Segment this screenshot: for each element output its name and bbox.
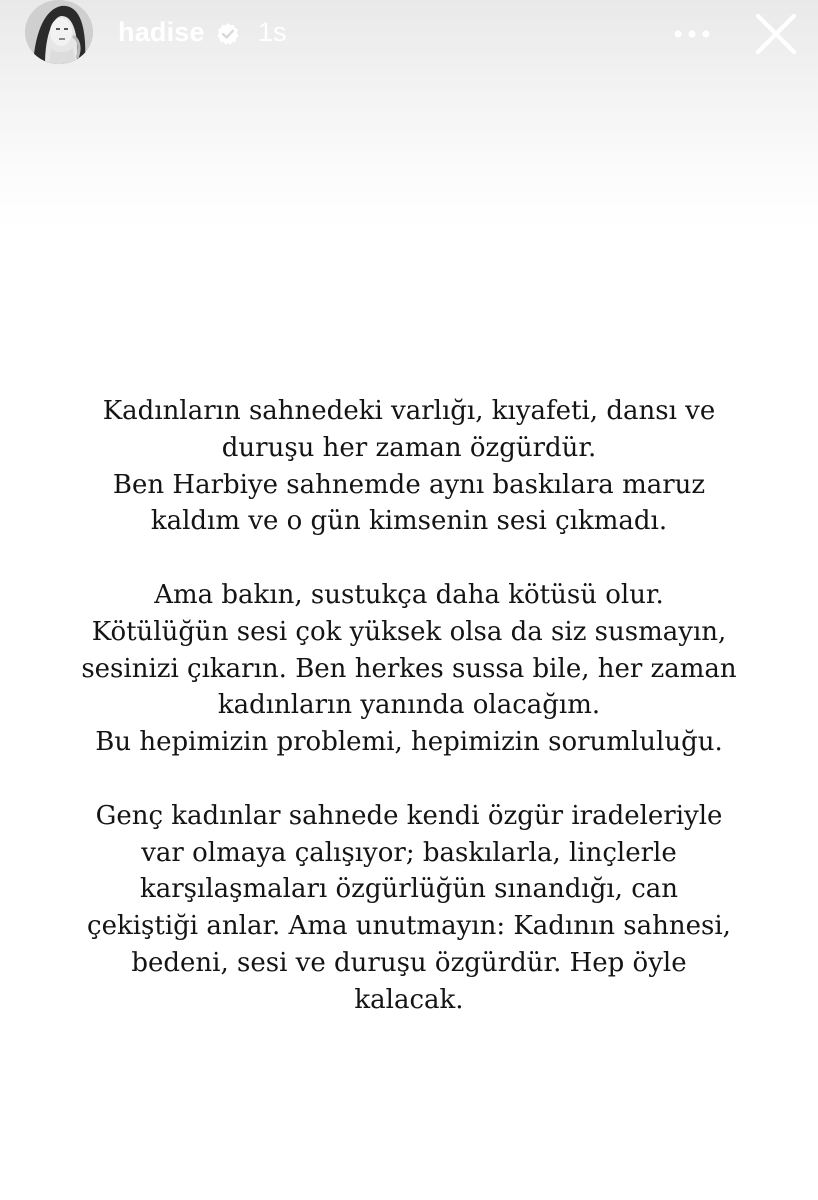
avatar[interactable] xyxy=(25,0,93,64)
close-x-icon xyxy=(752,12,800,56)
more-horizontal-icon xyxy=(670,20,714,48)
avatar-photo xyxy=(25,0,93,64)
story-timestamp: 1s xyxy=(258,17,287,47)
caption-line: karşılaşmaları özgürlüğün sınandığı, can xyxy=(139,874,678,905)
caption-paragraph xyxy=(60,393,758,540)
caption-line: çekiştiği anlar. Ama unutmayın: Kadının sahnesi, xyxy=(87,911,731,942)
caption-line: bedeni, sesi ve duruşu özgürdür. Hep öyle xyxy=(131,947,687,978)
verified-badge-icon xyxy=(216,22,240,46)
caption-line: Ama bakın, sustukça daha kötüsü olur. xyxy=(154,579,664,610)
caption-line: sesinizi çıkarın. Ben herkes sussa bile, her zaman xyxy=(81,653,737,684)
story-username[interactable]: hadise xyxy=(118,17,205,47)
story-caption xyxy=(60,393,758,1019)
story-header xyxy=(0,0,818,70)
caption-line: duruşu her zaman özgürdür. xyxy=(221,432,597,463)
caption-paragraph xyxy=(60,798,758,1019)
caption-line: kaldım ve o gün kimsenin sesi çıkmadı. xyxy=(150,506,668,537)
caption-line: var olmaya çalışıyor; baskılarla, linçlerle xyxy=(141,837,677,868)
caption-line: Kötülüğün sesi çok yüksek olsa da siz susmayın, xyxy=(91,616,727,647)
caption-paragraph xyxy=(60,577,758,761)
caption-line: Bu hepimizin problemi, hepimizin sorumluluğu. xyxy=(95,727,723,758)
caption-line: Ben Harbiye sahnemde aynı baskılara maruz xyxy=(112,469,706,500)
caption-line: kalacak. xyxy=(354,984,464,1015)
caption-line: kadınların yanında olacağım. xyxy=(217,690,601,721)
close-button[interactable] xyxy=(752,12,800,56)
more-options-button[interactable] xyxy=(670,20,714,48)
caption-line: Genç kadınlar sahnede kendi özgür iradeleriyle xyxy=(95,800,723,831)
caption-line: Kadınların sahnedeki varlığı, kıyafeti, dansı ve xyxy=(102,396,716,426)
